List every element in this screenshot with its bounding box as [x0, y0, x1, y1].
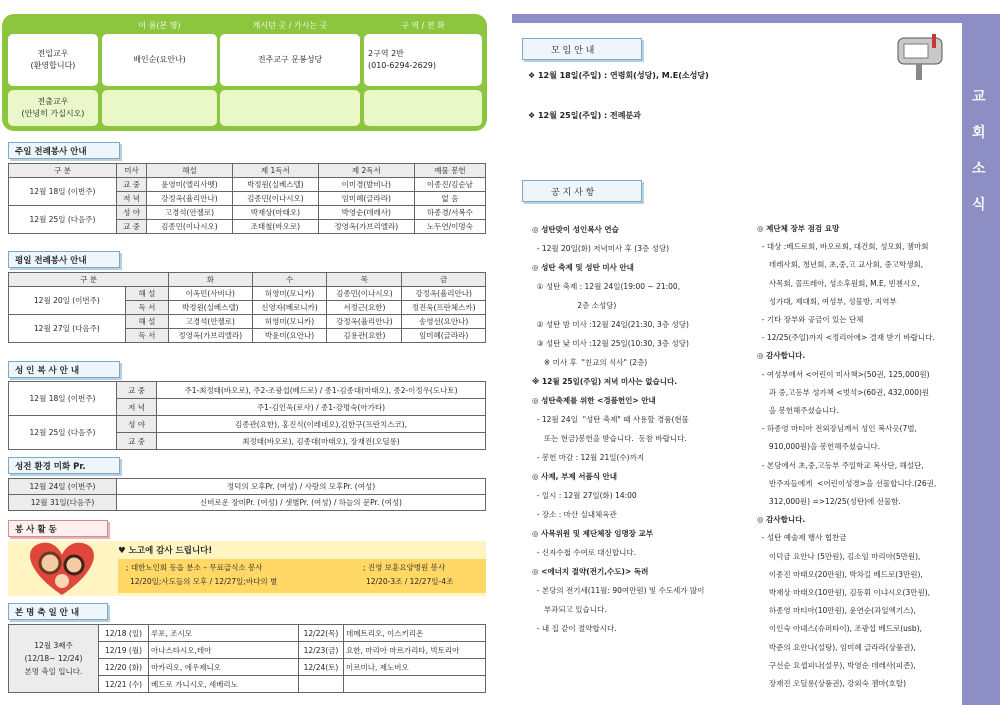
notice-line: - 일시 : 12월 27일(화) 14:00	[532, 491, 637, 500]
family-illustration	[16, 537, 108, 599]
table-cell: 독 서	[125, 329, 168, 343]
welcome-out-place	[220, 90, 360, 126]
table-cell: 서정근(요한)	[327, 301, 402, 315]
table-cell: 신영자(베로니카)	[252, 301, 327, 315]
notice-title	[522, 180, 642, 202]
notice-line: - 내 집 같이 절약합시다.	[532, 624, 617, 633]
notice-line: ◎ 감사합니다.	[757, 515, 806, 525]
face-icon	[65, 556, 83, 574]
table-header: 구 분	[9, 273, 169, 287]
welcome-in-label: 전입교우 (환영합니다)	[8, 34, 98, 86]
notice-line: - 12월 20일(화) 저녁미사 후 (3층 성당)	[532, 244, 670, 253]
feast-title: 본 명 축 일 안 내	[8, 603, 108, 620]
feast-table	[8, 624, 486, 693]
notice-line: 을 봉헌해주셨습니다.	[757, 406, 839, 416]
table-cell: 임미혜(글라라)	[402, 329, 486, 343]
table-cell: 이옥민(사비나)	[169, 287, 253, 301]
notice-line: 하종영 마티아(10만원), 윤연순(과일엑기스),	[757, 606, 916, 616]
side-title-char: 교	[972, 89, 986, 105]
notice-line: ◎ 성탄축제를 위한 <경품헌인> 안내	[532, 396, 656, 405]
table-cell: 12/21 (수)	[99, 676, 149, 693]
table-row	[9, 479, 486, 495]
table-cell: 12월 20일 (이번주)	[9, 287, 126, 315]
table-cell: 최정태(바오로), 김종대(마태오), 장재진(오딜롱)	[157, 433, 486, 450]
table-header: 금	[402, 273, 486, 287]
notice-line: - 본당에서 초,중,고등부 주일학교 복사단, 해설단,	[757, 460, 924, 470]
service-act2-teams: 12/20-3조 / 12/27일-4조	[366, 577, 454, 586]
table-cell	[344, 676, 486, 693]
service-title: 봉 사 활 동	[8, 520, 108, 537]
environment-title: 성전 환경 미화 Pr.	[8, 457, 120, 474]
table-row	[9, 287, 486, 301]
table-row	[9, 382, 486, 399]
notice-line: 312,000원) =>12/25(성탄)에 선물함.	[757, 497, 901, 507]
table-cell: 김종민(이나시오)	[232, 192, 318, 206]
top-bar	[512, 14, 967, 23]
notice-line: ※ 12월 25일(주일) 저녁 미사는 없습니다.	[532, 377, 678, 386]
table-header: 수	[252, 273, 327, 287]
table-cell: 이르미나, 제노비오	[344, 659, 486, 676]
notice-left-column	[532, 220, 754, 638]
table-cell: 박영순(데레사)	[318, 206, 414, 220]
side-title-char: 식	[972, 197, 986, 213]
notice-line: ※ 미사 후 "친교의 식사" (2층)	[532, 358, 648, 367]
notice-line: 성가대, 제대회, 여성부, 성물방, 지역부	[757, 296, 897, 306]
notice-title-text: 공 지 사 항	[551, 187, 595, 198]
table-row	[9, 416, 486, 433]
table-cell: 12/19 (월)	[99, 642, 149, 659]
table-cell: 윤영미(엘리사벳)	[147, 178, 233, 192]
table-cell: 저 녁	[117, 399, 157, 416]
notice-line: 910,000원)을 봉헌해주셨습니다.	[757, 442, 881, 452]
notice-line: ◎ 제단체 장부 점검 요망	[757, 224, 840, 233]
welcome-in-name: 배인순(요안나)	[102, 34, 217, 86]
table-header: 제 1독서	[232, 164, 318, 178]
table-cell: 김종민(이나시오)	[327, 287, 402, 301]
table-cell: 박정원(실베스텔)	[169, 301, 253, 315]
notice-line: ◎ 감사합니다.	[757, 351, 806, 361]
notice-line: - 신자수첩 수여로 대신합니다.	[532, 548, 636, 557]
table-cell: 12/24(토)	[299, 659, 344, 676]
table-cell: 12월 24일 (이번주)	[9, 479, 117, 495]
table-header: 예물 봉헌	[414, 164, 485, 178]
notice-line: 사목회, 꼴뜨레아, 성소후원회, M.E, 빈첸시오,	[757, 278, 920, 288]
table-cell: 강정옥(율리안나)	[147, 192, 233, 206]
service-act2: ; 진영 보훈요양병원 봉사	[363, 563, 446, 572]
weekday-title: 평일 전례봉사 안내	[8, 251, 120, 268]
notice-line: 박재상 마태오(10만원), 김동휘 이냐시오(3만원),	[757, 588, 931, 598]
meeting-title	[522, 38, 642, 60]
header-name: 이 름(본 명)	[138, 21, 181, 30]
notice-line: ◎ 사목위원 및 제단체장 임명장 교부	[532, 529, 654, 538]
service-thanks: ♥ 노고에 감사 드립니다!	[118, 546, 213, 556]
notice-line: ② 성탄 밤 미사 :12월 24일(21:30, 3층 성당)	[532, 320, 689, 329]
notice-line: ① 성탄 축제 : 12월 24일(19:00 ~ 21:00,	[532, 282, 681, 291]
table-row	[9, 495, 486, 511]
table-cell: 박윤미(요안나)	[252, 329, 327, 343]
notice-line: 장재진 오딜롱(상품권), 강외숙 젬마(호탈)	[757, 679, 907, 689]
table-cell: 주1-김인욱(로사) / 종1-강명숙(아가타)	[157, 399, 486, 416]
notice-right-column	[757, 220, 962, 693]
notice-line: - 12/25(주일)까지 <정리아에> 결재 받기 바랍니다.	[757, 333, 935, 343]
table-row	[9, 178, 486, 192]
notice-line: 구선순 요셉피나(설무), 박영순 데레사(피존),	[757, 660, 916, 670]
table-cell: 송영선(요안나)	[402, 315, 486, 329]
meeting-title-text: 모 임 안 내	[551, 45, 595, 56]
table-header: 해설	[147, 164, 233, 178]
notice-line: 과 중,고등부 성가책 <벗석>(60권, 432,000)원	[757, 387, 930, 397]
notice-line: 박준의 요안나(설탕), 임미혜 글라라(상품권),	[757, 642, 916, 652]
table-header: 미사	[117, 164, 147, 178]
weekday-table	[8, 272, 486, 343]
table-cell: 12월 31일(다음주)	[9, 495, 117, 511]
table-cell: 교 중	[117, 433, 157, 450]
table-cell: 고경석(안젤로)	[169, 315, 253, 329]
notice-line: - 대상 :베드로회, 바오로회, 대건회, 성모회, 젬마회	[757, 242, 929, 252]
table-cell: 허영미(모니카)	[252, 287, 327, 301]
table-header: 구 분	[9, 164, 117, 178]
table-cell: 강정옥(율리안나)	[327, 315, 402, 329]
table-cell: 교 중	[117, 220, 147, 234]
table-header: 화	[169, 273, 253, 287]
table-cell: 12월 25일 (다음주)	[9, 416, 117, 450]
notice-line: - 기타 장부와 공금이 있는 단체	[757, 315, 864, 325]
notice-line: 부과되고 있습니다.	[532, 605, 607, 614]
table-cell: 교 중	[117, 382, 157, 399]
table-row	[9, 315, 486, 329]
table-row	[9, 206, 486, 220]
table-cell: 독 서	[125, 301, 168, 315]
table-cell: 데메트리오, 이스키리온	[344, 625, 486, 642]
table-cell: 해 설	[125, 287, 168, 301]
table-cell: 노두연/이명숙	[414, 220, 485, 234]
notice-line: ◎ <에너지 절약(전기,수도)> 독려	[532, 567, 649, 576]
table-cell: 12/22(목)	[299, 625, 344, 642]
notice-line: - 성탄 예술제 행사 협찬금	[757, 533, 847, 543]
table-cell: 조태철(바오로)	[232, 220, 318, 234]
service-act1: ; 대한노인회 동읍 분소 – 무료급식소 봉사	[126, 563, 263, 572]
notice-line: - 봉헌 마감 : 12월 21일(수)까지	[532, 453, 645, 462]
meeting-line: ❖ 12월 25일(주일) : 전례분과	[528, 111, 641, 120]
table-cell: 성 야	[117, 416, 157, 433]
mailbox-icon	[890, 26, 956, 82]
service-act1-teams: 12/20일;사도들의 모후 / 12/27일;바다의 별	[130, 577, 278, 586]
table-cell: 12월 27일 (다음주)	[9, 315, 126, 343]
notice-line: ◎ 성탄맞이 성인복사 연습	[532, 225, 619, 234]
table-cell: 정진욱(프란체스카)	[402, 301, 486, 315]
table-cell: 성 야	[117, 206, 147, 220]
meeting-line: ❖ 12월 18일(주일) : 연령회(성당), M.E(소성당)	[528, 71, 709, 80]
table-cell: 김종관(요한), 홍진식(이레네오),김한구(프란치스코),	[157, 416, 486, 433]
table-cell: 12/20 (화)	[99, 659, 149, 676]
table-cell: 임미혜(글라라)	[318, 192, 414, 206]
altar-table	[8, 381, 486, 450]
table-cell: 저 녁	[117, 192, 147, 206]
notice-line: 이덕금 요안나 (5만원), 김소임 마리아(5만원),	[757, 551, 921, 561]
notice-line: ③ 성탄 낮 미사 :12월 25일(10:30, 3층 성당)	[532, 339, 689, 348]
notice-line: 이인숙 아녜스(슈퍼타이), 조광섭 베드로(usb),	[757, 624, 922, 634]
notice-line: - 하종영 마티아 전외장님께서 성인 복사옷(7벌,	[757, 424, 917, 434]
table-cell: 12/23(금)	[299, 642, 344, 659]
notice-line: - 12월 24일 "성탄 축제" 때 사용할 경품(현물	[532, 415, 689, 424]
table-cell: 정영옥(가브리엘라)	[318, 220, 414, 234]
table-cell: 12월 25일 (다음주)	[9, 206, 117, 234]
notice-line: 데레사회, 청년회, 초,중,고 교사회, 중고학생회,	[757, 260, 924, 270]
table-row	[9, 164, 486, 178]
table-cell: 12월 18일 (이번주)	[9, 178, 117, 206]
table-cell: 베드로 가니시오, 세베리노	[149, 676, 299, 693]
face-icon	[40, 553, 60, 573]
table-cell: 정영옥(가브리엘라)	[169, 329, 253, 343]
environment-table	[8, 478, 486, 511]
table-cell: 이종진/김순남	[414, 178, 485, 192]
notice-line: - 여성부에서 <어린이 미사책>(50권, 125,000원)	[757, 369, 930, 379]
notice-line: - 장소 : 마산 실내체육관	[532, 510, 617, 519]
notice-line: ◎ 성탄 축제 및 성탄 미사 안내	[532, 263, 634, 272]
notice-line: 반주자들에게 <어린이성경>을 선물합니다.(26권,	[757, 478, 937, 488]
table-row	[9, 273, 486, 287]
table-cell: 박정원(실베스텔)	[232, 178, 318, 192]
side-title-char: 소	[972, 161, 986, 177]
table-cell: 아나스타시오,테아	[149, 642, 299, 659]
table-cell: 12월 18일 (이번주)	[9, 382, 117, 416]
table-cell: 박재상(마태오)	[232, 206, 318, 220]
welcome-panel	[2, 14, 487, 131]
sunday-table	[8, 163, 486, 234]
table-cell: 요한, 마리아 마르가리타, 빅토리아	[344, 642, 486, 659]
table-cell: 이미경(발비나)	[318, 178, 414, 192]
notice-line: - 본당의 전기세(11월: 90여만원) 및 수도세가 많이	[532, 586, 705, 595]
notice-line: ◎ 사제, 부제 서품식 안내	[532, 472, 618, 481]
header-area: 구 역 / 전 화	[401, 21, 445, 30]
table-cell: 김종민(이나시오)	[147, 220, 233, 234]
table-cell: 교 중	[117, 178, 147, 192]
notice-line: 또는 현금)봉헌을 받습니다. 동참 바랍니다.	[532, 434, 687, 443]
table-row	[9, 625, 486, 642]
table-cell: 루포, 조시모	[149, 625, 299, 642]
welcome-out-area	[364, 90, 482, 126]
table-cell: 마카리오, 에우제니오	[149, 659, 299, 676]
table-cell	[299, 676, 344, 693]
side-bar	[962, 14, 1000, 705]
table-cell: 하종경/서복수	[414, 206, 485, 220]
table-cell: 강정옥(율리안나)	[402, 287, 486, 301]
table-cell: 신비로운 장미Pr. (여성) / 샛별Pr. (여성) / 하늘의 문Pr. (여성)	[117, 495, 486, 511]
table-header: 제 2독서	[318, 164, 414, 178]
service-band	[8, 541, 486, 596]
feast-label: 12월 3째주 (12/18~ 12/24) 본명 축일 입니다.	[9, 625, 99, 693]
table-cell: 주1-최정태(바오로), 주2-조광섭(베드로) / 종1-김종대(마태오), 종2-이정우(도나토)	[157, 382, 486, 399]
table-cell: 없 음	[414, 192, 485, 206]
header-place: 계시던 곳 / 가시는 곳	[252, 21, 328, 30]
table-cell: 고경석(안젤로)	[147, 206, 233, 220]
table-header: 목	[327, 273, 402, 287]
sunday-title: 주일 전례봉사 안내	[8, 142, 120, 159]
face-icon	[55, 574, 69, 588]
notice-line: 이종진 마태오(20만원), 박차길 베드로(3만원),	[757, 569, 923, 579]
altar-title: 성 인 복 사 안 내	[8, 361, 120, 378]
welcome-in-place: 전주교구 문봉성당	[220, 34, 360, 86]
table-cell: 12/18 (일)	[99, 625, 149, 642]
table-cell: 허영미(모니카)	[252, 315, 327, 329]
welcome-in-area: 2구역 2반 (010-6294-2629)	[364, 34, 482, 86]
table-cell: 해 설	[125, 315, 168, 329]
welcome-out-name	[102, 90, 217, 126]
side-title-char: 회	[972, 125, 986, 141]
notice-line: 2층 소성당)	[532, 301, 617, 310]
table-cell: 김용관(요한)	[327, 329, 402, 343]
welcome-out-label: 전출교우 (안녕히 가십시오)	[8, 90, 98, 126]
table-cell: 정덕의 모후Pr. (여성) / 사랑의 모후Pr. (여성)	[117, 479, 486, 495]
